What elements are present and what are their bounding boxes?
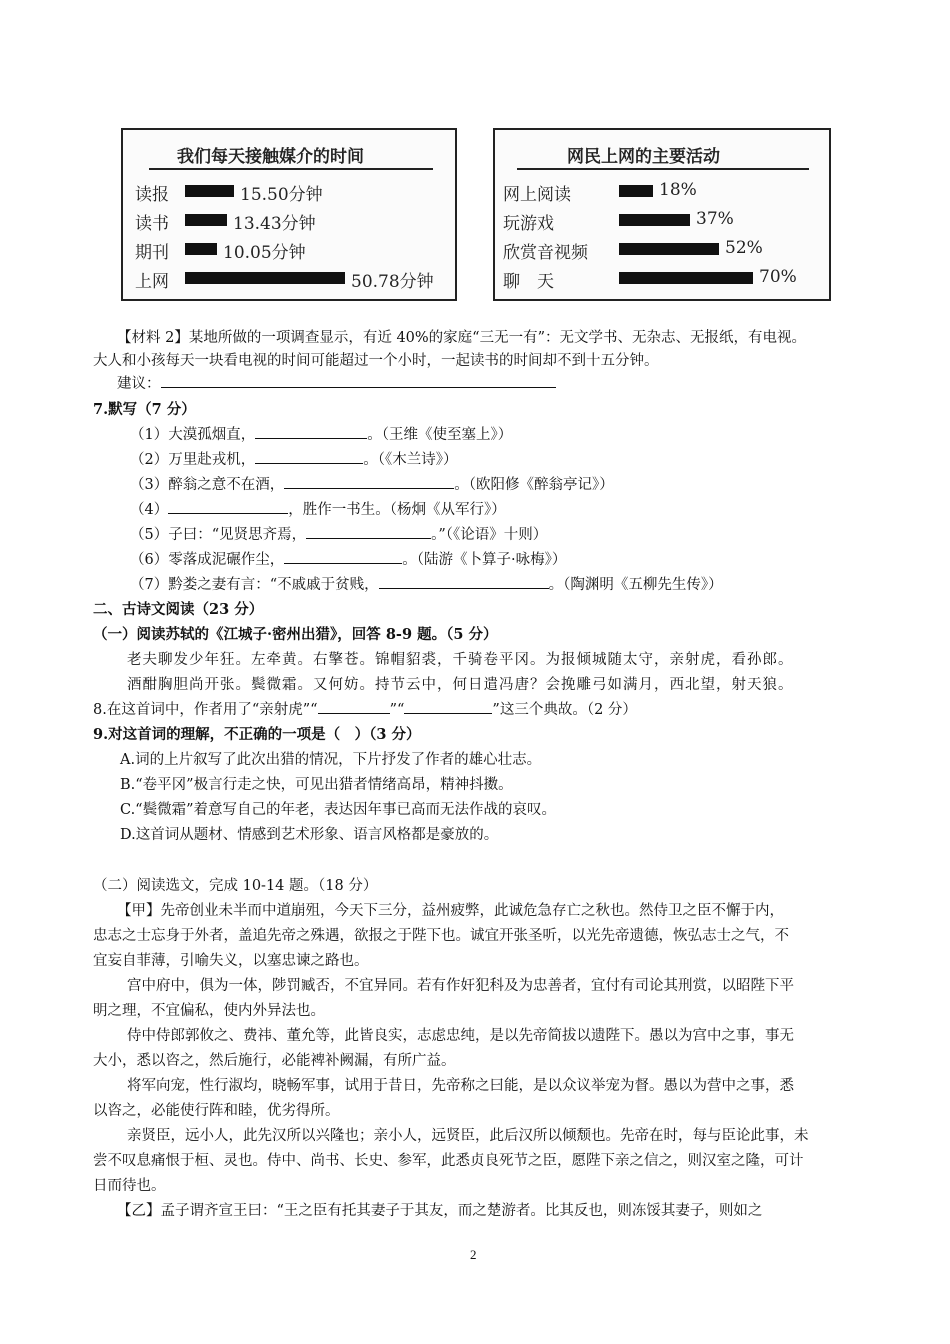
chart-category-label: 玩游戏 [503, 214, 554, 234]
passage-line: 将军向宠，性行淑均，晓畅军事，试用于昔日，先帝称之曰能，是以众议举宠为督。愚以为营中之事，悉 [127, 1078, 794, 1094]
part2-title: （二）阅读选文，完成 10-14 题。（18 分） [93, 878, 378, 894]
chart-bar [185, 185, 234, 197]
passage-line: 日而待也。 [93, 1178, 166, 1194]
page-number: 2 [470, 1247, 477, 1262]
chart-bar [185, 214, 227, 226]
chart-category-label: 期刊 [135, 243, 169, 263]
chart-category-label: 网上阅读 [503, 185, 571, 205]
q8-blank-1 [318, 699, 390, 714]
q7-item-prompt: （7）黔娄之妻有言：“不戚戚于贫贱， [130, 577, 379, 593]
media-time-chart [121, 128, 457, 301]
chart-bar [619, 243, 719, 255]
passage-line: 亲贤臣，远小人，此先汉所以兴隆也；亲小人，远贤臣，此后汉所以倾颓也。先帝在时，每与臣论此事，未 [127, 1128, 809, 1144]
q7-item-prompt: （6）零落成泥碾作尘， [130, 552, 285, 568]
q7-answer-blank [284, 549, 402, 564]
online-activity-chart [493, 128, 831, 301]
chart-value-label: 10.05分钟 [223, 243, 306, 263]
passage-line: 大小，悉以咨之，然后施行，必能裨补阙漏，有所广益。 [93, 1053, 456, 1069]
q7-answer-blank [284, 474, 454, 489]
q7-item-source: 。”（《论语》十则） [431, 527, 548, 543]
q7-item-source: 。（欧阳修《醉翁亭记》） [454, 477, 614, 493]
chart-title-rule [149, 168, 433, 170]
chart-bar [185, 272, 345, 284]
q7-item-prompt: （2）万里赴戎机， [130, 452, 256, 468]
chart-value-label: 70% [759, 267, 797, 287]
chart-bar [619, 272, 753, 284]
chart-value-label: 13.43分钟 [233, 214, 316, 234]
q7-item [130, 574, 723, 596]
q7-item-source: 。（陆游《卜算子·咏梅》） [402, 552, 567, 568]
q9-title: 9.对这首词的理解，不正确的一项是（ ）（3 分） [93, 726, 421, 743]
suggestion-label: 建议： [117, 376, 161, 392]
chart-category-label: 欣赏音视频 [503, 243, 588, 263]
q7-answer-blank [379, 574, 549, 589]
poem-line1: 老夫聊发少年狂。左牵黄。右擎苍。锦帽貂裘，千骑卷平冈。为报倾城随太守，亲射虎，看孙郎。 [127, 652, 794, 668]
q7-item [130, 524, 547, 546]
q7-item-prompt: （4） [130, 502, 169, 518]
q9-option-a: A.词的上片叙写了此次出猎的情况，下片抒发了作者的雄心壮志。 [120, 752, 542, 768]
q7-item [130, 549, 566, 571]
chart-value-label: 37% [696, 209, 734, 229]
chart-value-label: 15.50分钟 [240, 185, 323, 205]
passage-line: 宫中府中，俱为一体，陟罚臧否，不宜异同。若有作奸犯科及为忠善者，宜付有司论其刑赏，以昭陛下平 [127, 978, 794, 994]
q7-answer-blank [306, 524, 431, 539]
part1-title: （一）阅读苏轼的《江城子·密州出猎》，回答 8-9 题。（5 分） [93, 626, 498, 643]
q7-answer-blank [255, 424, 367, 439]
q7-item [130, 499, 506, 521]
passage-line: 侍中侍郎郭攸之、费祎、董允等，此皆良实，志虑忠纯，是以先帝简拔以遗陛下。愚以为宫中之事，事无 [127, 1028, 794, 1044]
suggestion-blank [161, 373, 556, 388]
q7-item [130, 474, 614, 496]
passage-line: 明之理，不宜偏私，使内外异法也。 [93, 1003, 325, 1019]
chart-value-label: 52% [725, 238, 763, 258]
chart-title: 我们每天接触媒介的时间 [177, 147, 364, 167]
q9-option-c: C.“鬓微霜”着意写自己的年老，表达因年事已高而无法作战的哀叹。 [120, 802, 557, 818]
chart-value-label: 18% [659, 180, 697, 200]
q8-line [93, 699, 637, 721]
q7-item [130, 449, 457, 471]
material2-line1: 【材料 2】某地所做的一项调查显示，有近 40%的家庭“三无一有”：无文学书、无杂志、无报纸，有电视。 [117, 330, 806, 346]
q7-title: 7.默写（7 分） [93, 401, 196, 418]
q7-item-source: ，胜作一书生。（杨炯《从军行》） [288, 502, 506, 518]
q8-post: ”这三个典故。（2 分） [492, 702, 637, 718]
suggestion-line [117, 373, 556, 395]
q8-pre: 8.在这首词中，作者用了“亲射虎”“ [93, 702, 318, 718]
passage-line: 忠志之士忘身于外者，盖追先帝之殊遇，欲报之于陛下也。诚宜开张圣听，以光先帝遗德，恢弘志士之气，不 [93, 928, 789, 944]
chart-bar [619, 185, 653, 197]
section2-title: 二、古诗文阅读（23 分） [93, 601, 264, 618]
q7-item-prompt: （5）子曰：“见贤思齐焉， [130, 527, 307, 543]
chart-bar [185, 243, 217, 255]
q7-item-prompt: （1）大漠孤烟直， [130, 427, 256, 443]
q7-item-source: 。（王维《使至塞上》） [367, 427, 513, 443]
passage-line: 以咨之，必能使行阵和睦，优劣得所。 [93, 1103, 340, 1119]
passage-line: 宜妄自菲薄，引喻失义，以塞忠谏之路也。 [93, 953, 369, 969]
q7-item [130, 424, 512, 446]
passage-line: 【乙】孟子谓齐宣王曰：“王之臣有托其妻子于其友，而之楚游者。比其反也，则冻馁其妻子，则如之 [117, 1203, 763, 1219]
q7-answer-blank [168, 499, 288, 514]
q9-option-d: D.这首词从题材、情感到艺术形象、语言风格都是豪放的。 [120, 827, 499, 843]
q7-answer-blank [255, 449, 363, 464]
q8-blank-2 [404, 699, 492, 714]
passage-line: 尝不叹息痛恨于桓、灵也。侍中、尚书、长史、参军，此悉贞良死节之臣，愿陛下亲之信之，则汉室之隆，可计 [93, 1153, 804, 1169]
chart-bar [619, 214, 690, 226]
q7-item-source: 。（陶渊明《五柳先生传》） [548, 577, 723, 593]
chart-category-label: 读书 [135, 214, 169, 234]
q7-item-prompt: （3）醉翁之意不在酒， [130, 477, 285, 493]
q8-mid: ”“ [389, 702, 405, 718]
chart-category-label: 聊 天 [503, 272, 554, 292]
chart-value-label: 50.78分钟 [351, 272, 434, 292]
passage-line: 【甲】先帝创业未半而中道崩殂，今天下三分，益州疲弊，此诚危急存亡之秋也。然侍卫之臣不懈于内， [117, 903, 784, 919]
chart-category-label: 读报 [135, 185, 169, 205]
material2-line2: 大人和小孩每天一块看电视的时间可能超过一个小时，一起读书的时间却不到十五分钟。 [93, 353, 659, 369]
q9-option-b: B.“卷平冈”极言行走之快，可见出猎者情绪高昂，精神抖擞。 [120, 777, 513, 793]
poem-line2: 酒酣胸胆尚开张。鬓微霜。又何妨。持节云中，何日遣冯唐？会挽雕弓如满月，西北望，射天狼。 [127, 677, 794, 693]
chart-title: 网民上网的主要活动 [567, 147, 720, 167]
chart-title-rule [517, 168, 809, 170]
chart-category-label: 上网 [135, 272, 169, 292]
q7-item-source: 。（《木兰诗》） [363, 452, 458, 468]
